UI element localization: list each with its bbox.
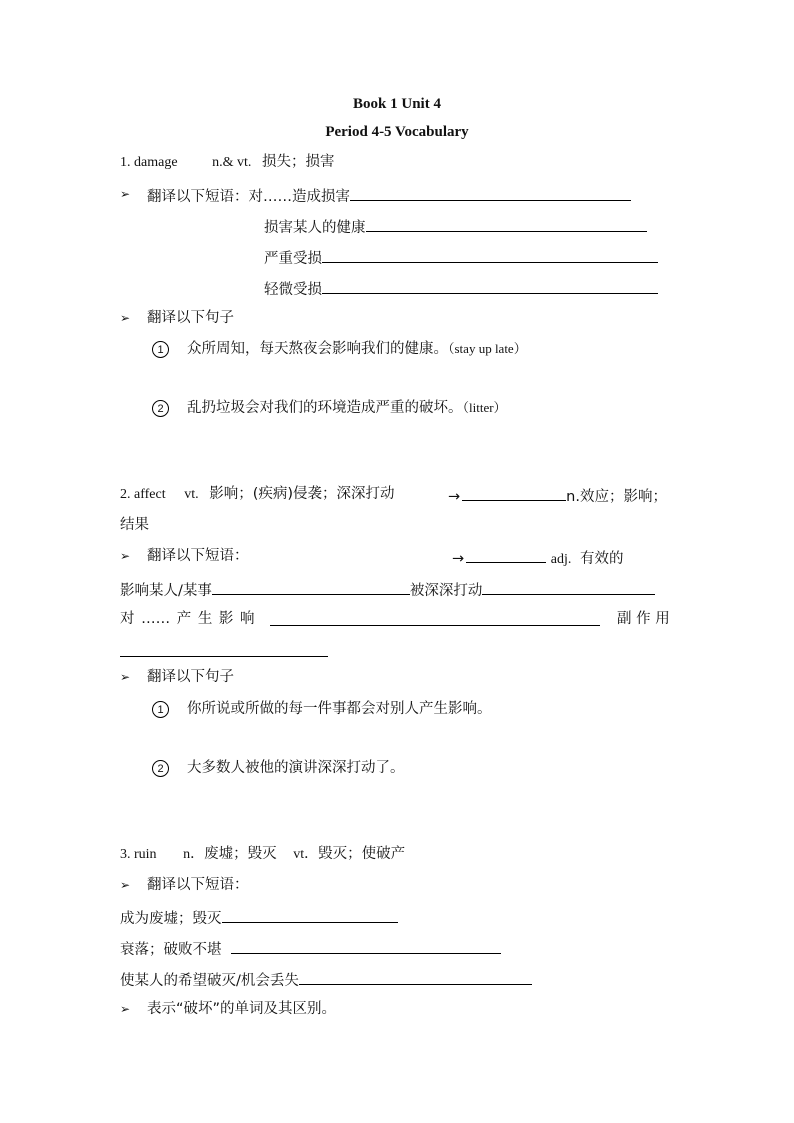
item3-note: 表示“破坏”的单词及其区别。 xyxy=(147,1001,337,1017)
bullet-arrow-icon: ➢ xyxy=(120,187,131,201)
item3-phrases-row1 xyxy=(120,907,398,928)
item3-pos1: n． xyxy=(183,847,205,862)
circled-number-1-icon: 1 xyxy=(152,341,169,358)
item2-derive1-cont: 结果 xyxy=(120,517,149,533)
item2-meaning: 影响；(疾病)侵袭；深深打动 xyxy=(209,486,395,502)
item2-phrase2-blank[interactable] xyxy=(482,579,655,595)
item1-word: 1. damage xyxy=(120,155,178,170)
item1-sentence1-hint: （stay up late） xyxy=(448,341,527,356)
item2-adj-blank[interactable] xyxy=(466,547,546,563)
item1-phrase3-blank[interactable] xyxy=(322,247,658,263)
circled-number-2-icon: 2 xyxy=(152,400,169,417)
item3-meaning1: 废墟；毁灭 xyxy=(204,846,277,862)
item2-derive1-row xyxy=(448,485,667,506)
item1-phrase4: 轻微受损 xyxy=(264,282,322,298)
item1-phrases-row4 xyxy=(264,278,658,299)
item1-phrase2-blank[interactable] xyxy=(366,216,647,232)
item2-phrases-label: 翻译以下短语： xyxy=(147,548,249,564)
item2-phrase3: 对 …… 产 生 影 响 xyxy=(120,611,255,627)
item2-derive2: adj. xyxy=(550,552,572,567)
item1-meaning: 损失；损害 xyxy=(262,154,335,170)
item3-word: 3. ruin xyxy=(120,847,157,862)
item2-phrase3-blank[interactable] xyxy=(270,625,600,626)
bullet-arrow-icon: ➢ xyxy=(120,311,131,325)
item1-sentence1 xyxy=(187,340,527,358)
bullet-arrow-icon: ➢ xyxy=(120,670,131,684)
item1-sentences-label: 翻译以下句子 xyxy=(147,310,234,326)
item3-phrases-row3 xyxy=(120,969,532,990)
item1-sentence2-text: 乱扔垃圾会对我们的环境造成严重的破坏。 xyxy=(187,400,463,416)
item2-phrase1: 影响某人/某事 xyxy=(120,583,212,599)
item2-sentences-label: 翻译以下句子 xyxy=(147,669,234,685)
bullet-arrow-icon: ➢ xyxy=(120,1002,131,1016)
item2-sentence2: 大多数人被他的演讲深深打动了。 xyxy=(187,760,405,776)
item1-sentence2 xyxy=(187,399,507,417)
item3-meaning2: 毁灭；使破产 xyxy=(318,846,406,862)
arrow-right-icon: → xyxy=(448,489,461,505)
item2-derive2-row xyxy=(452,547,623,569)
item3-phrase2: 衰落；破败不堪 xyxy=(120,942,222,958)
item1-pos: n.& vt. xyxy=(212,155,252,170)
item2-phrase2: 被深深打动 xyxy=(409,583,483,599)
item2-word: 2. affect xyxy=(120,487,166,502)
item3-phrases-row2 xyxy=(120,938,501,959)
item1-phrases-row1 xyxy=(147,185,631,206)
item3-phrase1: 成为废墟；毁灭 xyxy=(120,911,222,927)
item2-derive1: n.效应；影响； xyxy=(566,489,667,505)
item1-sentence1-text: 众所周知，每天熬夜会影响我们的健康。 xyxy=(187,341,448,357)
circled-number-1-icon: 1 xyxy=(152,701,169,718)
item1-phrase1-blank[interactable] xyxy=(350,185,631,201)
item2-sentence1: 你所说或所做的每一件事都会对别人产生影响。 xyxy=(187,701,492,717)
item1-heading xyxy=(120,153,335,172)
item1-phrase1: 对……造成损害 xyxy=(248,189,350,205)
item2-phrase4-blank[interactable] xyxy=(120,656,328,657)
item1-phrase2: 损害某人的健康 xyxy=(264,220,366,236)
item2-phrase4: 副 作 用 xyxy=(617,611,670,627)
item2-noun-blank[interactable] xyxy=(462,485,566,501)
item1-phrases-row2 xyxy=(264,216,647,237)
item3-pos2: vt． xyxy=(293,847,319,862)
document-subtitle: Period 4-5 Vocabulary xyxy=(325,124,469,140)
item3-phrase3-blank[interactable] xyxy=(299,969,532,985)
item3-phrase3: 使某人的希望破灭/机会丢失 xyxy=(120,973,299,989)
document-title: Book 1 Unit 4 xyxy=(353,96,441,112)
item2-phrase1-blank[interactable] xyxy=(212,579,410,595)
item2-derive2-meaning: 有效的 xyxy=(579,551,624,567)
item3-phrase2-blank[interactable] xyxy=(231,938,501,954)
item1-phrases-label: 翻译以下短语： xyxy=(147,189,249,205)
item2-pos: vt. xyxy=(184,487,199,502)
item1-phrases-row3 xyxy=(264,247,658,268)
item1-phrase4-blank[interactable] xyxy=(322,278,658,294)
arrow-right-icon: → xyxy=(452,551,465,567)
bullet-arrow-icon: ➢ xyxy=(120,878,131,892)
item2-phrases-row1 xyxy=(120,579,655,600)
item1-sentence2-hint: （litter） xyxy=(462,400,507,415)
item2-heading xyxy=(120,485,395,504)
bullet-arrow-icon: ➢ xyxy=(120,549,131,563)
item3-phrases-label: 翻译以下短语： xyxy=(147,877,249,893)
circled-number-2-icon: 2 xyxy=(152,760,169,777)
item3-phrase1-blank[interactable] xyxy=(222,907,398,923)
item3-heading xyxy=(120,845,405,864)
item1-phrase3: 严重受损 xyxy=(264,251,322,267)
